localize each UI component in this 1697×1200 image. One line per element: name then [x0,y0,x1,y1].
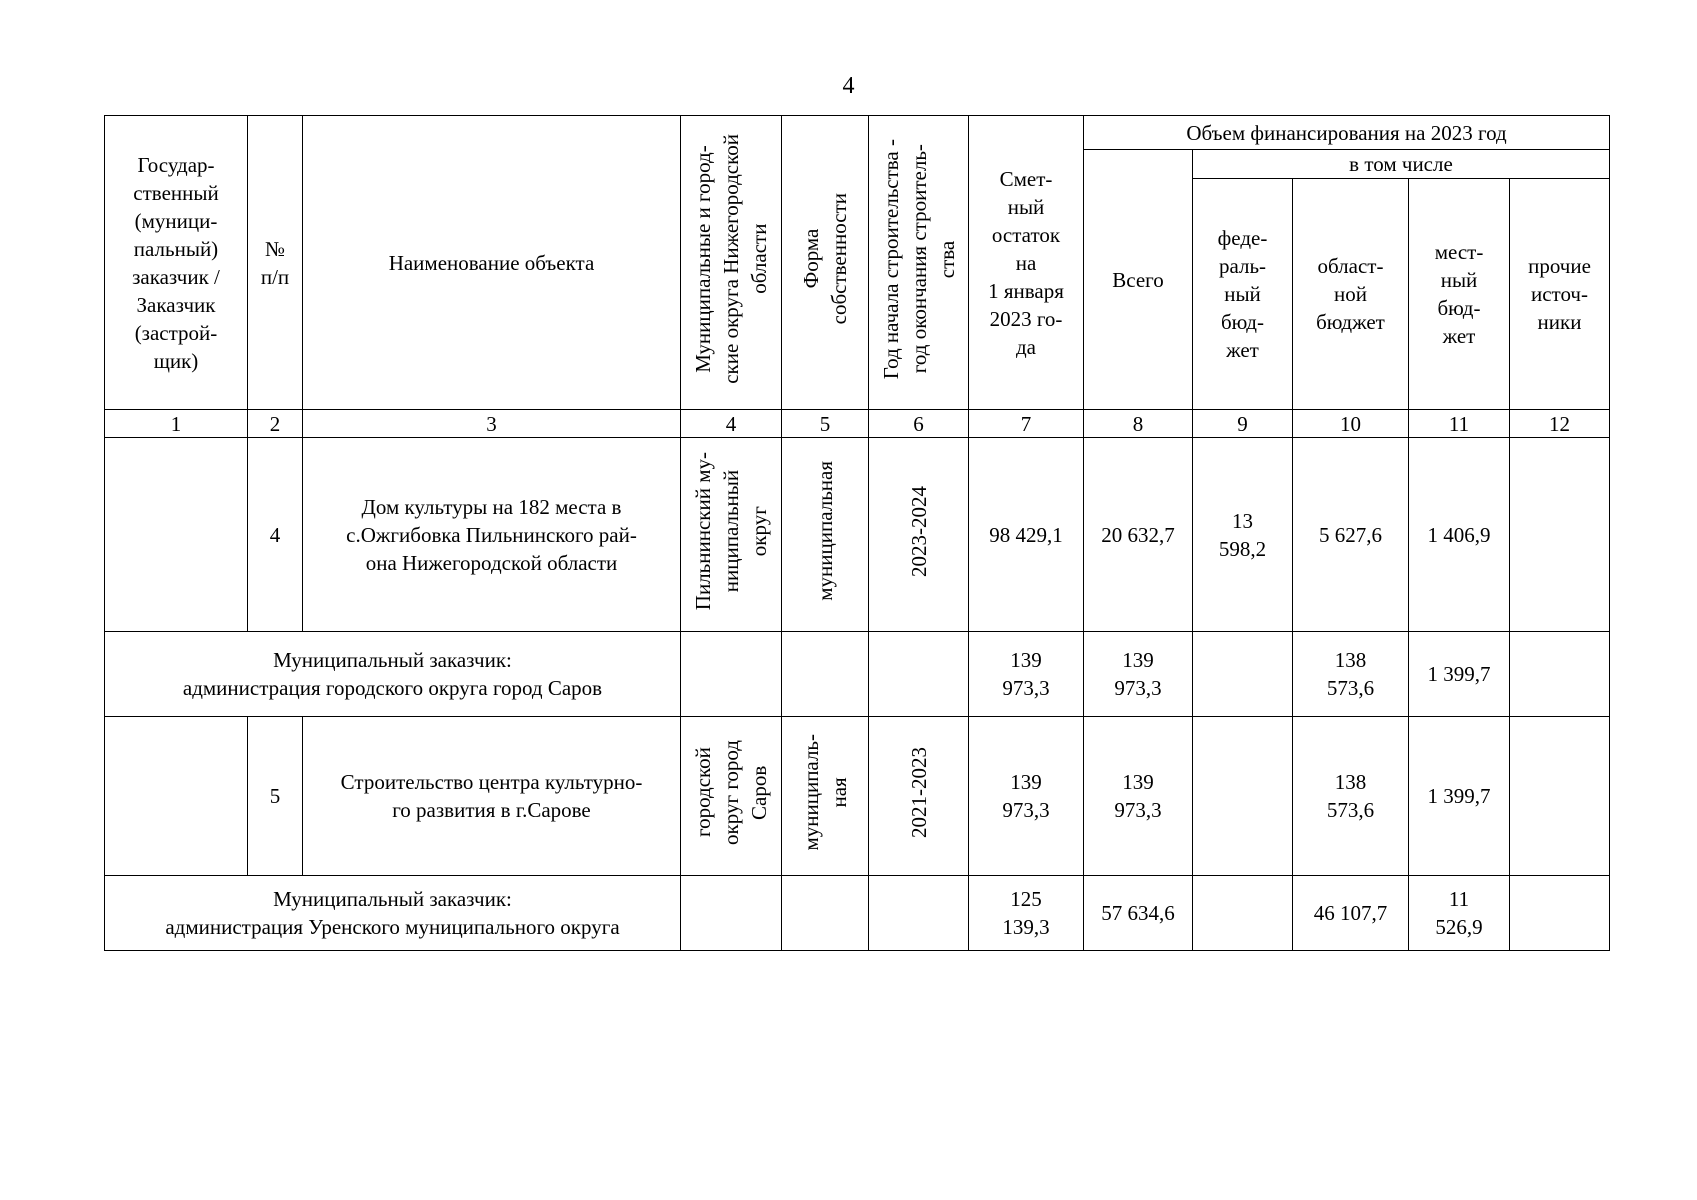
column-number: 2 [248,410,303,438]
header-regional: област- ной бюджет [1293,179,1409,410]
customer-cell [105,438,248,632]
estimate-cell: 125 139,3 [969,876,1084,951]
header-including: в том числе [1193,150,1610,179]
header-number: № п/п [248,116,303,410]
estimate-cell: 139 973,3 [969,632,1084,717]
total-cell: 139 973,3 [1084,632,1193,717]
column-number-row [105,410,1610,438]
header-funding-group: Объем финансирования на 2023 год [1084,116,1610,150]
federal-cell: 13 598,2 [1193,438,1293,632]
column-number: 5 [782,410,869,438]
ownership-cell: муниципальная [782,438,869,632]
district-cell: Пильнинский му- ниципальный округ [681,438,782,632]
estimate-cell: 98 429,1 [969,438,1084,632]
other-cell [1510,717,1610,876]
column-number: 11 [1409,410,1510,438]
ownership-cell [782,876,869,951]
column-number: 6 [869,410,969,438]
column-number: 7 [969,410,1084,438]
header-other: прочие источ- ники [1510,179,1610,410]
customer-label: Муниципальный заказчик: администрация городского округа город Саров [105,632,681,717]
other-cell [1510,438,1610,632]
column-number: 9 [1193,410,1293,438]
years-cell: 2021-2023 [869,717,969,876]
header-estimate: Смет- ный остаток на 1 января 2023 го- да [969,116,1084,410]
column-number: 12 [1510,410,1610,438]
total-cell: 20 632,7 [1084,438,1193,632]
object-name: Строительство центра культурно- го развития в г.Сарове [303,717,681,876]
local-cell: 11 526,9 [1409,876,1510,951]
regional-cell: 138 573,6 [1293,632,1409,717]
header-object-name: Наименование объекта [303,116,681,410]
table-row [105,717,1610,876]
regional-cell: 5 627,6 [1293,438,1409,632]
years-cell: 2023-2024 [869,438,969,632]
local-cell: 1 406,9 [1409,438,1510,632]
header-total: Всего [1084,150,1193,410]
header-local: мест- ный бюд- жет [1409,179,1510,410]
table-row [105,438,1610,632]
ownership-cell: муниципаль- ная [782,717,869,876]
customer-cell [105,717,248,876]
column-number: 4 [681,410,782,438]
regional-cell: 46 107,7 [1293,876,1409,951]
header-years: Год начала строительства - год окончания строитель- ства [869,116,969,410]
district-cell [681,876,782,951]
years-cell [869,632,969,717]
header-districts: Муниципальные и город- ские округа Нижегородской области [681,116,782,410]
other-cell [1510,632,1610,717]
row-number: 5 [248,717,303,876]
total-cell: 57 634,6 [1084,876,1193,951]
local-cell: 1 399,7 [1409,717,1510,876]
local-cell: 1 399,7 [1409,632,1510,717]
column-number: 3 [303,410,681,438]
ownership-cell [782,632,869,717]
customer-row [105,876,1610,951]
header-row-1 [105,116,1610,150]
customer-row [105,632,1610,717]
header-federal: феде- раль- ный бюд- жет [1193,179,1293,410]
financing-table [104,115,1610,951]
federal-cell [1193,717,1293,876]
federal-cell [1193,632,1293,717]
regional-cell: 138 573,6 [1293,717,1409,876]
district-cell: городской округ город Саров [681,717,782,876]
federal-cell [1193,876,1293,951]
estimate-cell: 139 973,3 [969,717,1084,876]
district-cell [681,632,782,717]
column-number: 8 [1084,410,1193,438]
total-cell: 139 973,3 [1084,717,1193,876]
years-cell [869,876,969,951]
customer-label: Муниципальный заказчик: администрация Уренского муниципального округа [105,876,681,951]
header-customer: Государ- ственный (муници- пальный) заказчик / Заказчик (застрой- щик) [105,116,248,410]
page-number: 4 [842,73,855,99]
other-cell [1510,876,1610,951]
row-number: 4 [248,438,303,632]
column-number: 10 [1293,410,1409,438]
column-number: 1 [105,410,248,438]
header-ownership: Форма собственности [782,116,869,410]
object-name: Дом культуры на 182 места в с.Ожгибовка Пильнинского рай- она Нижегородской области [303,438,681,632]
